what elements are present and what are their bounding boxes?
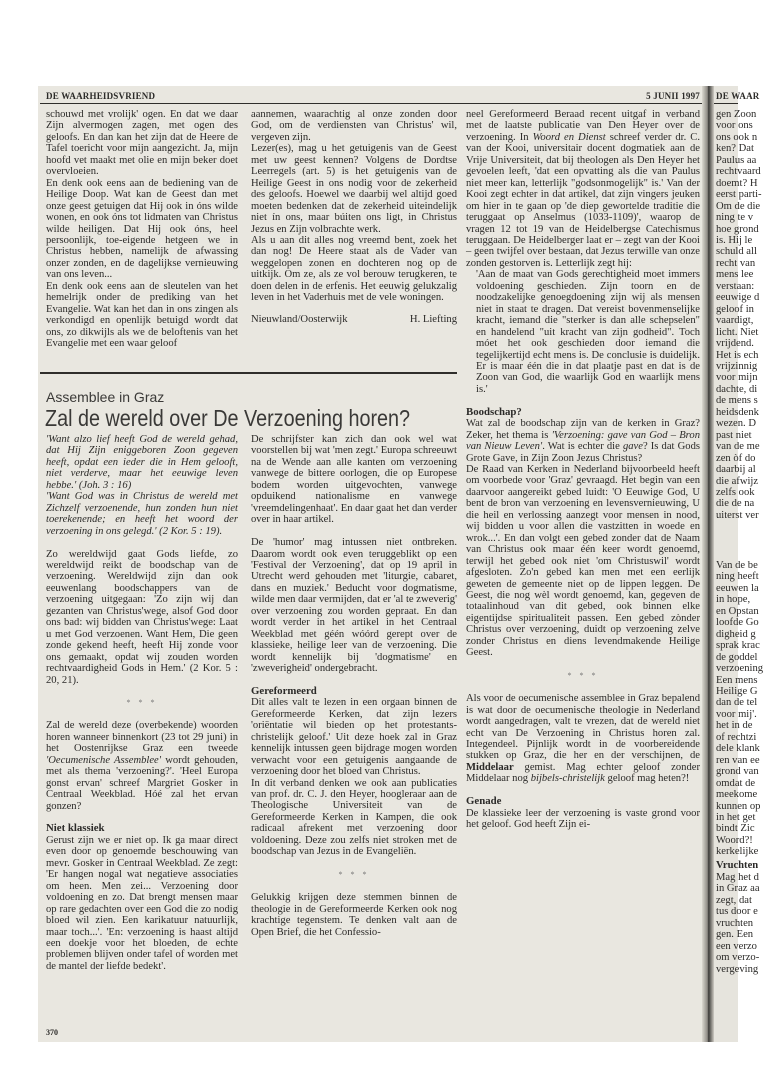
text-run: Als u aan dit alles nog vreemd bent, zoek het dan nog! De Heere staat als de Vader van weggelopen zonen en dochteren nog op de uitkijk. Om ze, als ze vol berouw terugkeren, te doen delen in de erfenis. Het eeuwig gelukzalig leven in het Vaderhuis met de vele woningen. — [251, 234, 457, 304]
text-line: schuld all — [716, 246, 757, 258]
article-kicker: Assemblee in Graz — [46, 389, 165, 405]
text-run: De 'humor' mag intussen niet ontbreken. Daarom wordt ook even teruggeblikt op een 'Festival der Verzoening', dat op 19 april in Utrecht werd gehouden met 'liturgie, cabaret, dans en muziek.' Beducht voor dogmatisme, wilde men daar vermijden, dat er 'al te zweverig' over verzoening zou worden gepraat. En dan wordt verder in het artikel in het Centraal Weekblad met géén wóórd gerept over de klassieke, heilige leer van de verzoening. Die wordt kennelijk bij 'dogmatisme' en 'zweverigheid' ondergebracht. — [251, 537, 457, 675]
text-line: die de na — [716, 498, 755, 510]
text-run: gemist. Mag echter geloof zonder Middelaar nog — [466, 761, 700, 785]
article-top-column-1 — [46, 109, 238, 350]
section-separator: * * * — [338, 869, 370, 879]
text-line: tus door e — [716, 906, 758, 918]
next-page-text-3 — [716, 872, 760, 975]
text-line: bindt Zic — [716, 823, 755, 835]
text-line: Paulus aa — [716, 154, 757, 166]
text-line: loofde Go — [716, 617, 759, 629]
header-rule — [40, 103, 702, 104]
text-line: sprak krac — [716, 640, 760, 652]
issue-date: 5 JUNII 1997 — [646, 91, 700, 101]
text-run: schouwd met vrolijk' ogen. En dat we daar Zijn alvermogen zagen, met ogen des geloofs. En dan kan het zijn dat de Heere de Tafel toericht voor mijn aangezicht. Ja, mijn hoofd vet maakt met olie en mijn beker doet overvloeien. — [46, 109, 238, 178]
text-line: mens lee — [716, 269, 754, 281]
text-line: dan de tel — [716, 697, 758, 709]
text-line: kerkelijke — [716, 846, 759, 858]
text-line: recht van — [716, 257, 756, 269]
text-run: Wat zal de boodschap zijn van de kerken in Graz? Zeker, het thema is — [466, 418, 700, 441]
text-line: geloof in — [716, 303, 754, 315]
text-line: om verzo- — [716, 952, 760, 964]
text-line: een verzo — [716, 940, 757, 952]
text-run: aannemen, waarachtig al onze zonden door God, om de verdiensten van Christus' wil, vergeven zijn. — [251, 109, 457, 143]
text-line: het in de — [716, 720, 753, 732]
text-line: voor mij'. — [716, 708, 757, 720]
text-line: voor ons — [716, 120, 753, 132]
paragraph — [46, 491, 238, 537]
paragraph — [251, 434, 457, 526]
text-run: geloof mag heten?! — [604, 773, 690, 785]
text-run: En denk ook eens aan de bediening van de Heilige Doop. Wat kan de Geest dan met onze geest getuigen dat Hij ook in óns wilde wonen, en ook óns tot lidmaten van Christus wilde heiligen. Dat Hij ook óns, heel persoonlijk, toe-eigende hetgeen we in Christus hebben, namelijk de afwassing onzer zonden, en de dagelijkse vernieuwing van ons leven... — [46, 177, 238, 281]
text-run: Gelukkig krijgen deze stemmen binnen de theologie in de Gereformeerde Kerken ook nog krachtige tegenstem. Te denken valt aan de Open Brief, die het Confessio- — [251, 892, 457, 938]
paragraph — [251, 537, 457, 674]
text-line: ning heeft — [716, 571, 759, 583]
text-run: neel Gereformeerd Beraad recent uitgaf in verband met de laatste publicatie van Den Heyer over de verzoening. In — [466, 109, 700, 143]
bold-run: Middelaar — [466, 761, 514, 773]
text-line: Woord?! — [716, 834, 753, 846]
text-run: 'Want alzo lief heeft God de wereld gehad, dat Hij Zijn eniggeboren Zoon gegeven heeft, opdat een ieder die in Hem gelooft, niet verderve, maar het eeuwige leven hebbe.' (Joh. 3 : 16) — [46, 434, 238, 491]
next-page-text-2 — [716, 560, 763, 858]
paragraph — [466, 109, 700, 269]
text-run: schreef verder dr. C. van der Kooi, universitair docent dogmatiek aan de Vrije Universiteit, dat bij theologen als Den Heyer het gevoelen leeft, 'dat een opvatting als die van Paulus niet meer kan, letterlijk "godsonmogelijk" is.' Van der Kooi zegt echter in dat artikel, dat zijn vingers jeuken om hier in te gaan op 'de diep gewortelde traditie die teruggaat op Anselmus (1033-1109)', waarop de vragen 12 tot 19 van de Heidelbergse Catechismus teruggaan. De Heidelberger laat er – zegt van der Kooi – geen twijfel over bestaan, dat Jezus terwille van onze zonden gestorven is. Letterlijk zegt hij: — [466, 131, 700, 269]
text-line: uiterst ver — [716, 509, 759, 521]
paragraph — [46, 720, 238, 812]
text-run: Lezer(es), mag u het getuigenis van de Geest met uw geest kennen? Volgens de Dordtse Leerregels (art. 5) is het getuigenis van de Heilige Geest in ons nodig voor de zekerheid des geloofs. Hoewel we daarbij wel altijd goed moeten bedenken dat de zekerheid uiteindelijk niet ín ons, maar búiten ons ligt, in Christus Jezus en Zijn volbrachte werk. — [251, 143, 457, 235]
text-run: Gerust zijn we er niet op. Ik ga maar direct even door op genoemde beschouwing van mevr. Gosker in Centraal Weekblad. Ze zegt: 'Er hangen nogal wat negatieve associaties om heen. Men zei... Verzoening door voldoening en zo. Dat brengt mensen maar op rare gedachten over een God die zo nodig bloed wil zien. Een karikatuur natuurlijk, maar toch...'. 'En: verzoening is haast altijd een doekje voor het bloeden, de echte problemen blijven onder tafel of worden met de mantel der liefde bedekt'. — [46, 834, 238, 972]
text-run: wordt gehouden, met als thema 'verzoening?'. 'Heel Europa gonst ervan' schreef Margriet Gosker in Centraal Weekblad. Hóé zal het ervan gonzen? — [46, 754, 238, 812]
text-line: ken? Dat — [716, 143, 754, 155]
text-line: grond van — [716, 766, 759, 778]
paragraph — [466, 693, 700, 785]
paragraph — [46, 835, 238, 972]
text-line: ning te v — [716, 212, 754, 224]
italic-run: 'Oecumenische Assemblee' — [46, 754, 162, 766]
text-run: Zo wereldwijd gaat Gods liefde, zo wereldwijd reikt de boodschap van de verzoening. Wereldwijd zijn dan ook eeuwenlang boodschappers van de verzoening uitgegaan: 'Zo zijn wij dan gezanten van Christus'wege, alsof God door ons bad: wij bidden van Christus'wege: Laat u met God verzoenen. Want Hem, Die geen zonde gekend heeft, heeft Hij zonde voor ons gemaakt, opdat wij zouden worden rechtvaardigheid Gods in Hem.' (2 Kor. 5 : 20, 21). — [46, 548, 238, 686]
article-column-3 — [466, 109, 700, 831]
italic-run: Woord en Dienst — [532, 131, 606, 143]
next-page-text-1 — [716, 109, 762, 521]
text-line: en Opstan — [716, 605, 759, 617]
text-run: Dit alles valt te lezen in een orgaan binnen de Gereformeerde Kerken, dat zijn lezers 'oriëntatie wil bieden op het protestants-christelijk geloof.' Uit deze hoek zal in Graz kennelijk intussen geen bijdrage mogen worden verwacht voor een getuigenis aangaande de verzoening door het bloed van Christus. — [251, 697, 457, 778]
text-run: ? Is dat Gods Grote Gave, in Zijn Zoon Jezus Christus? — [466, 441, 700, 464]
section-heading: Boodschap? — [466, 405, 522, 418]
paragraph — [466, 464, 700, 659]
author-location: Nieuwland/Oosterwijk — [251, 313, 348, 325]
text-line: die afwijz — [716, 475, 759, 487]
text-line: licht. Niet — [716, 326, 759, 338]
text-line: Het is ech — [716, 349, 759, 361]
paragraph — [46, 434, 238, 491]
paragraph — [251, 143, 457, 235]
page-gutter — [702, 86, 714, 1042]
text-run: Zal de wereld deze (overbekende) woorden horen wanneer binnenkort (23 tot 29 juni) in het Oostenrijkse Graz een tweede — [46, 720, 238, 755]
text-line: Mag het d — [716, 872, 759, 883]
text-line: in hope, — [716, 594, 751, 606]
paragraph — [46, 178, 238, 281]
text-line: voor mijn — [716, 372, 758, 384]
section-separator: * * * — [567, 670, 599, 680]
text-line: digheid g — [716, 628, 756, 640]
text-line: zen òf do — [716, 452, 756, 464]
section-separator: * * * — [126, 697, 158, 707]
text-line: dele klank — [716, 743, 760, 755]
section-heading: Gereformeerd — [251, 684, 317, 697]
text-line: vrijdend. — [716, 338, 754, 350]
text-line: past niet — [716, 429, 752, 441]
paragraph — [251, 697, 457, 777]
article-divider — [40, 372, 457, 374]
text-run: In dit verband denken we ook aan publicaties van prof. dr. C. J. den Heyer, hoogleraar aan de Theologische Universiteit van de Gereformeerde Kerken in Kampen, die ook radicaal afrekent met verzoening door voldoening. Deze zou zelfs niet stroken met de boodschap van Jezus in de Evangeliën. — [251, 777, 457, 858]
text-run: De klassieke leer der verzoening is vaste grond voor het geloof. God heeft Zijn ei- — [466, 807, 700, 831]
text-line: zegt, dat — [716, 894, 752, 906]
author-signature — [251, 314, 457, 325]
next-page-heading: Vruchten — [716, 860, 759, 871]
paragraph — [466, 418, 700, 464]
italic-run: gave — [622, 441, 643, 453]
text-line: Om de die — [716, 200, 761, 212]
text-line: omdat de — [716, 777, 756, 789]
text-run: En denk ook eens aan de sleutelen van het hemelrijk onder de prediking van het Evangelie. Wat kan het dan in ons zingen als verkondigd en openlijk betuigd wordt dat ons, zo dikwijls als we de beloftenis van het Evangelie met een waar geloof — [46, 280, 238, 350]
text-line: kunnen op — [716, 800, 761, 812]
text-line: hoe grond — [716, 223, 759, 235]
text-line: Van de be — [716, 560, 758, 571]
next-page-publication: DE WAAR — [716, 91, 760, 101]
text-line: in Graz aa — [716, 883, 760, 895]
next-page-edge — [714, 86, 763, 1042]
publication-name: DE WAARHEIDSVRIEND — [46, 91, 156, 101]
text-line: zelfs ook — [716, 486, 755, 498]
article-title: Zal de wereld over De Verzoening horen? — [45, 405, 411, 431]
text-line: verzoening — [716, 663, 763, 675]
paragraph — [251, 778, 457, 858]
section-heading: Niet klassiek — [46, 822, 105, 835]
text-line: van de me — [716, 441, 760, 453]
italic-run: 'Verzoening: gave van God – Bron van Nieuw Leven' — [466, 429, 700, 453]
text-line: doemt? H — [716, 177, 758, 189]
text-line: vaardigt, — [716, 315, 754, 327]
paragraph — [476, 269, 700, 395]
paragraph — [46, 109, 238, 178]
text-line: wezen. D — [716, 418, 757, 430]
text-line: eeuwen la — [716, 582, 759, 594]
text-line: ons ook n — [716, 131, 758, 143]
text-line: eerst parti- — [716, 189, 762, 201]
italic-run: bijbels-christelijk — [530, 773, 605, 785]
paragraph — [46, 281, 238, 350]
text-line: is. Hij le — [716, 234, 753, 246]
text-run: 'Want God was in Christus de wereld met Zichzelf verzoenende, hun zonden hun niet toerekenende; en heeft het woord der verzoening in ons gelegd.' (2 Kor. 5 : 19). — [46, 491, 238, 537]
text-line: vruchten — [716, 917, 754, 929]
text-line: in het get — [716, 811, 756, 823]
text-line: gen. Een — [716, 929, 754, 941]
text-line: rechtvaard — [716, 166, 761, 178]
paragraph — [466, 808, 700, 831]
text-line: Een mens — [716, 674, 758, 686]
text-line: daarbij al — [716, 464, 756, 476]
paragraph — [251, 235, 457, 304]
paragraph — [46, 549, 238, 686]
text-line: of rechtzi — [716, 731, 757, 743]
paragraph — [251, 109, 457, 143]
next-page-rule — [714, 103, 738, 104]
text-run: De Raad van Kerken in Nederland bijvoorbeeld heeft om voorbede voor 'Graz' gevraagd. Het begin van een daarvoor aangereikt gebed luidt: 'O Eeuwige God, U bent de bron van verzoening en levensvernieuwing, U die heil en verlossing aanzegt voor mensen in nood, wij bidden u voor allen die vastzitten in woede en wrok...'. En dan volgt een gebed zonder dat de Naam van Christus ook maar één keer wordt genoemd, terwijl het gebed ook niet 'om Christuswil' wordt afgesloten. Zo'n gebed kan men met een eerlijk geweten de gemeente niet op de lippen leggen. De Geest, die nog wèl wordt genoemd, kan, gegeven de totaalinhoud van dit gebed, ook binnen elke eigentijdse spiritualiteit passen. Een gebed zònder Christus over verzoening, duidt op verzoening zelve zonder Christus en diens levendmakende Heilige Geest. — [466, 464, 700, 659]
author-name: H. Liefting — [409, 313, 457, 325]
article-column-2 — [251, 434, 457, 938]
text-line: eeuwige d — [716, 292, 760, 304]
article-top-column-2 — [251, 109, 457, 325]
text-line: vergeving — [716, 963, 759, 975]
text-run: De schrijfster kan zich dan ook wel wat voorstellen bij wat 'men zegt.' Europa schreeuwt na de Wende aan alle kanten om verzoening vanwege de bittere oorlogen, die op Europese bodem worden uitgevochten, vanwege opduikend nationalisme en vanwege 'vreemdelingenhaat'. En daar gaat het dan verder over in haar artikel. — [251, 434, 457, 526]
text-line: verstaan: — [716, 280, 755, 292]
text-line: de goddel — [716, 651, 758, 663]
section-heading: Genade — [466, 795, 502, 808]
text-run: Als voor de oecumenische assemblee in Graz bepalend is wat door de oecumenische theologie in Nederland wordt aangedragen, valt te vrezen, dat de wereld niet echt van De Verzoening in Christus horen zal. Integendeel. Pijnlijk wordt in de voorbereidende stukken op Graz, die her en der verschijnen, de — [466, 693, 700, 762]
text-line: ren van ee — [716, 754, 760, 766]
paragraph — [251, 892, 457, 938]
text-run: . Wat is echter die — [542, 441, 623, 453]
text-line: gen Zoon — [716, 109, 757, 120]
text-line: Heilige G — [716, 685, 758, 697]
text-line: vrijzinnig — [716, 360, 758, 372]
article-column-1 — [46, 434, 238, 972]
text-line: de mens s — [716, 395, 758, 407]
text-line: meekome — [716, 789, 758, 801]
text-line: dachte, di — [716, 383, 758, 395]
text-run: 'Aan de maat van Gods gerechtigheid moet immers voldoening geschieden. Zijn toorn en de noodzakelijke genoegdoening zijn wij als mensen niet in staat te dragen. Dat vereist bovenmenselijke kracht, iemand die "sterker is dan alle schepselen" en handelend "uit kracht van zijn godheid". Toch móet het ook geschieden door iemand die tegelijkertijd echt mens is. De conclusie is duidelijk. Er is maar één die in dat plaatje past en dat is de Zoon van God, die waarlijk God en waarlijk mens is.' — [476, 269, 700, 395]
text-line: heidsdenk — [716, 406, 759, 418]
page-number: 370 — [46, 1028, 58, 1037]
